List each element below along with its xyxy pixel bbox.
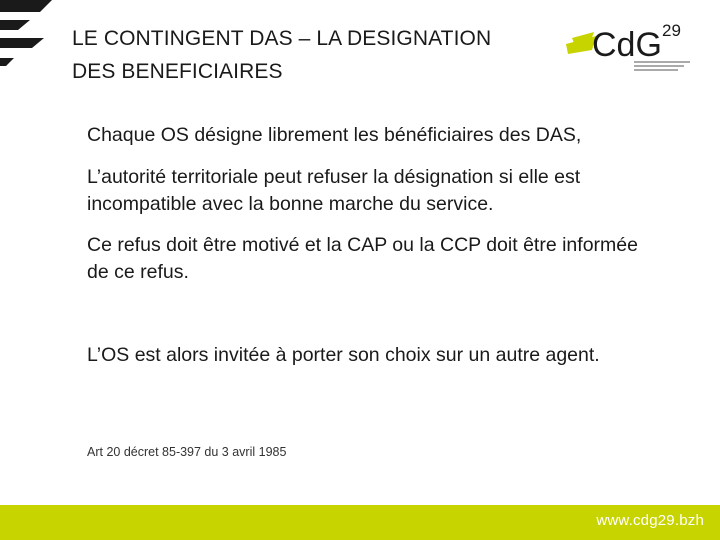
title-line-2: DES BENEFICIAIRES <box>72 60 283 83</box>
cdg29-logo <box>566 14 696 74</box>
paragraph-4: L’OS est alors invitée à porter son choix sur un autre agent. <box>87 344 600 366</box>
footer-bar <box>0 505 720 540</box>
paragraph-3: Ce refus doit être motivé et la CAP ou la CCP doit être informée de ce refus. <box>87 234 638 283</box>
paragraph-2: L’autorité territoriale peut refuser la désignation si elle est incompatible avec la bonne marche du service. <box>87 166 581 215</box>
footer-url[interactable]: www.cdg29.bzh <box>596 512 704 529</box>
title-line-1: LE CONTINGENT DAS – LA DESIGNATION <box>72 27 492 50</box>
page-title <box>72 22 552 88</box>
decorative-stripes-icon <box>0 0 60 80</box>
logo-main-text: CdG <box>592 26 662 64</box>
logo-number-text: 29 <box>662 21 681 40</box>
legal-reference: Art 20 décret 85-397 du 3 avril 1985 <box>87 445 287 459</box>
paragraph-1: Chaque OS désigne librement les bénéficiaires des DAS, <box>87 124 582 146</box>
